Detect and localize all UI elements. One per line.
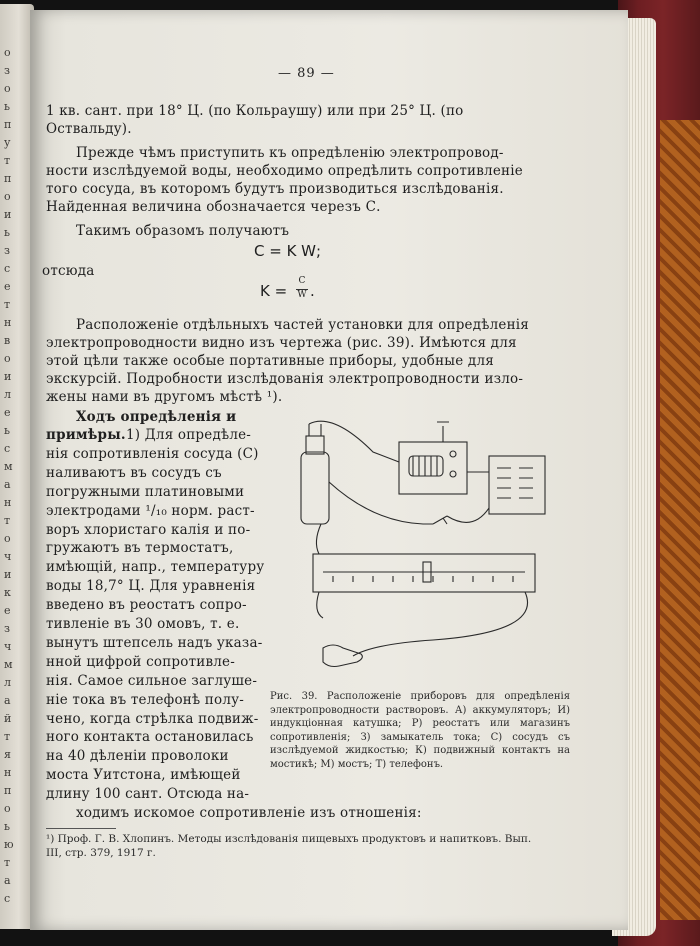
page-number: — 89 — [278, 66, 335, 81]
left-page-fragment: о [4, 532, 11, 545]
column-line: наливаютъ въ сосудъ съ [46, 464, 222, 481]
telephone [323, 645, 362, 667]
left-page-fragment: я [4, 748, 11, 761]
text-line: Такимъ образомъ получаютъ [76, 223, 290, 239]
left-page-fragment: е [4, 280, 11, 293]
left-page-fragment: о [4, 352, 11, 365]
left-page-fragment: п [4, 172, 12, 185]
column-line: чено, когда стрѣлка подвиж- [46, 710, 259, 727]
left-page-fragment: й [4, 712, 12, 725]
text-line: Найденная величина обозначается черезъ С. [46, 199, 381, 215]
text-line: жены нами въ другомъ мѣстѣ ¹). [46, 389, 283, 405]
left-page-fragment: о [4, 82, 11, 95]
column-line: на 40 дѣленіи проволоки [46, 748, 229, 765]
left-page-fragment: у [4, 136, 11, 149]
left-page-fragment: а [4, 694, 11, 707]
left-page-fragment: ю [4, 838, 14, 851]
column-line: электродами ¹/₁₀ норм. раст- [46, 502, 255, 519]
left-page-fragment: н [4, 316, 12, 329]
left-page-fragment: с [4, 262, 11, 275]
formula-c-kw: C = K W; [254, 242, 322, 260]
left-page-text [4, 44, 28, 904]
left-page-fragment: а [4, 478, 11, 491]
left-page-fragment: ч [4, 640, 12, 653]
left-page-fragment: з [4, 622, 10, 635]
text-line: Расположеніе отдѣльныхъ частей установки для опредѣленія [76, 317, 529, 333]
left-page-fragment: и [4, 568, 12, 581]
left-page-fragment: с [4, 892, 11, 904]
column-line: ніе тока въ телефонѣ полу- [46, 691, 245, 708]
left-page-fragment: м [4, 460, 13, 473]
rheostat [489, 456, 545, 514]
left-page-fragment: к [4, 586, 11, 599]
text-line: этой цѣли также особые портативные приборы, удобные для [46, 353, 494, 369]
column-line: введено въ реостатъ сопро- [46, 597, 247, 614]
left-page-fragment: а [4, 874, 11, 887]
left-page-fragment: л [4, 388, 11, 401]
left-page-fragment: в [4, 334, 11, 347]
left-page-fragment: ь [4, 226, 10, 239]
left-page-fragment: о [4, 190, 11, 203]
section-heading-cont: примѣры. [46, 427, 126, 443]
accumulator [437, 422, 449, 442]
column-line: тивленіе въ 30 омовъ, т. е. [46, 616, 240, 632]
left-page-fragment: и [4, 370, 12, 383]
left-page-fragment: п [4, 118, 12, 131]
left-page-fragment: о [4, 46, 11, 59]
left-page-fragment: о [4, 802, 11, 815]
left-page-fragment: п [4, 784, 12, 797]
column-line: 1) Для опредѣле- [126, 427, 252, 443]
left-page-fragment: ь [4, 820, 10, 833]
column-line: ходимъ искомое сопротивленіе изъ отношенія: [76, 805, 422, 821]
column-line: гружаютъ въ термостатъ, [46, 540, 234, 557]
left-page-fragment: ь [4, 100, 10, 113]
left-page-fragment: т [4, 730, 11, 743]
footnote-rule [46, 828, 116, 829]
left-page-fragment: т [4, 154, 11, 167]
column-line: погружными платиновыми [46, 483, 245, 500]
left-page-fragment: е [4, 604, 11, 617]
left-page-fragment: ч [4, 550, 12, 563]
text-line: 1 кв. сант. при 18° Ц. (по Кольраушу) или при 25° Ц. (по [46, 103, 464, 119]
left-page-fragment: з [4, 64, 10, 77]
text-line: Оствальду). [46, 121, 132, 137]
left-page-fragment: т [4, 514, 11, 527]
switch [433, 516, 447, 524]
text-line: экскурсій. Подробности изслѣдованія электропроводности изло- [46, 371, 524, 387]
left-page-fragment: л [4, 676, 11, 689]
left-page-fragment: с [4, 442, 11, 455]
text-line: Прежде чѣмъ приступить къ опредѣленію электропровод- [76, 145, 504, 161]
left-page-edge [0, 4, 34, 929]
figure-39-apparatus [273, 412, 573, 682]
section-heading: Ходъ опредѣленія и [76, 409, 237, 425]
left-page-fragment: з [4, 244, 10, 257]
text-line: отсюда [42, 263, 95, 279]
left-page-fragment: е [4, 406, 11, 419]
column-line: нія сопротивленія сосуда (С) [46, 445, 259, 462]
text-line: ности изслѣдуемой воды, необходимо опредѣлить сопротивленіе [46, 163, 523, 179]
column-line: нія. Самое сильное заглуше- [46, 672, 258, 689]
column-line: длину 100 сант. Отсюда на- [46, 786, 250, 803]
column-line: воръ хлористаго калія и по- [46, 521, 251, 538]
left-page-fragment: н [4, 496, 12, 509]
footnote: ¹) Проф. Г. В. Хлопинъ. Методы изслѣдованія пищевыхъ продуктовъ и напитковъ. Вып. III, стр. 379, 1917 г. [46, 833, 532, 859]
column-line: имѣющій, напр., температуру [46, 559, 265, 576]
text-line: электропроводности видно изъ чертежа (рис. 39). Имѣются для [46, 335, 517, 351]
column-line: ного контакта остановилась [46, 729, 254, 746]
left-page-fragment: и [4, 208, 12, 221]
left-page-fragment: т [4, 856, 11, 869]
column-line: вынутъ штепсель надъ указа- [46, 634, 263, 651]
left-page-fragment: ь [4, 424, 10, 437]
column-line: воды 18,7° Ц. Для уравненія [46, 578, 256, 595]
figure-caption: Рис. 39. Расположеніе приборовъ для опредѣленія электропроводности растворовъ. А) аккумуляторъ; И) индукціонная катушка; Р) реостатъ или магазинъ сопротивленія; З) замыкатель тока; С) сосудъ съ изслѣдуемой жидкостью; К) подвижный контактъ на мостикѣ; М) мостъ; Т) телефонъ. [270, 691, 570, 770]
column-line: нной цифрой сопротивле- [46, 653, 235, 670]
induction-coil [409, 456, 443, 476]
column-line: моста Уитстона, имѣющей [46, 767, 241, 784]
wheatstone-bridge [313, 554, 535, 592]
left-page-fragment: н [4, 766, 12, 779]
left-page-fragment: м [4, 658, 13, 671]
text-line: того сосуда, въ которомъ будутъ производиться изслѣдованія. [46, 181, 504, 197]
book-page: — 89 — 1 кв. сант. при 18° Ц. (по Кольраушу) или при 25° Ц. (по Оствальду). Прежде чѣмъ приступить къ опредѣленію электропровод- ности изслѣдуемой воды, необходимо опредѣлить сопротивленіе того сосуда, въ которомъ будутъ производиться изслѣдованія. Найденная величина обозначается черезъ С. Такимъ образомъ получаютъ отсюда Расположеніе отдѣльныхъ частей установки для опредѣленія электропроводности видно изъ чертежа (рис. 39). Имѣются для этой цѣли также особые портативные приборы, удобные для экскурсій. Подробности изслѣдованія электропроводности изло- жены нами въ другомъ мѣстѣ ¹). C = K W; K = C W . Ходъ опредѣленія и примѣры. 1) Для опредѣле- нія сопротивленія сосуда (С) наливаютъ въ сосудъ съ погружными платиновыми электродами ¹/₁₀ норм. раст- воръ хлористаго калія и по- гружаютъ въ термостатъ, имѣющій, напр., температуру воды 18,7° Ц. Для уравненія введено въ реостатъ сопро- тивленіе въ 30 омовъ, т. е. вынутъ штепсель надъ указа- нной цифрой сопротивле- нія. Самое сильное заглуше- ніе тока въ телефонѣ полу- чено, когда стрѣлка подвиж- ного контакта остановилась на 40 дѣленіи проволоки моста Уитстона, имѣющей длину 100 сант. Отсюда на- ходимъ искомое сопротивленіе изъ отношенія: Рис. 39. Расположеніе приборовъ для опредѣленія электропроводности растворовъ. А) аккумуляторъ; И) индукціонная катушка; Р) реостатъ или магазинъ сопротивленія; З) замыкатель тока; С) сосудъ съ изслѣдуемой жидкостью; К) подвижный контактъ на мостикѣ; М) мостъ; Т) телефонъ. ¹) Проф. Г. В. Хлопинъ. Методы изслѣдованія пищевыхъ продуктовъ и напитковъ. Вып. III, стр. 379, 1917 г. [30, 10, 628, 930]
cover-pattern [660, 120, 700, 920]
left-page-fragment: т [4, 298, 11, 311]
vessel-c [301, 452, 329, 524]
